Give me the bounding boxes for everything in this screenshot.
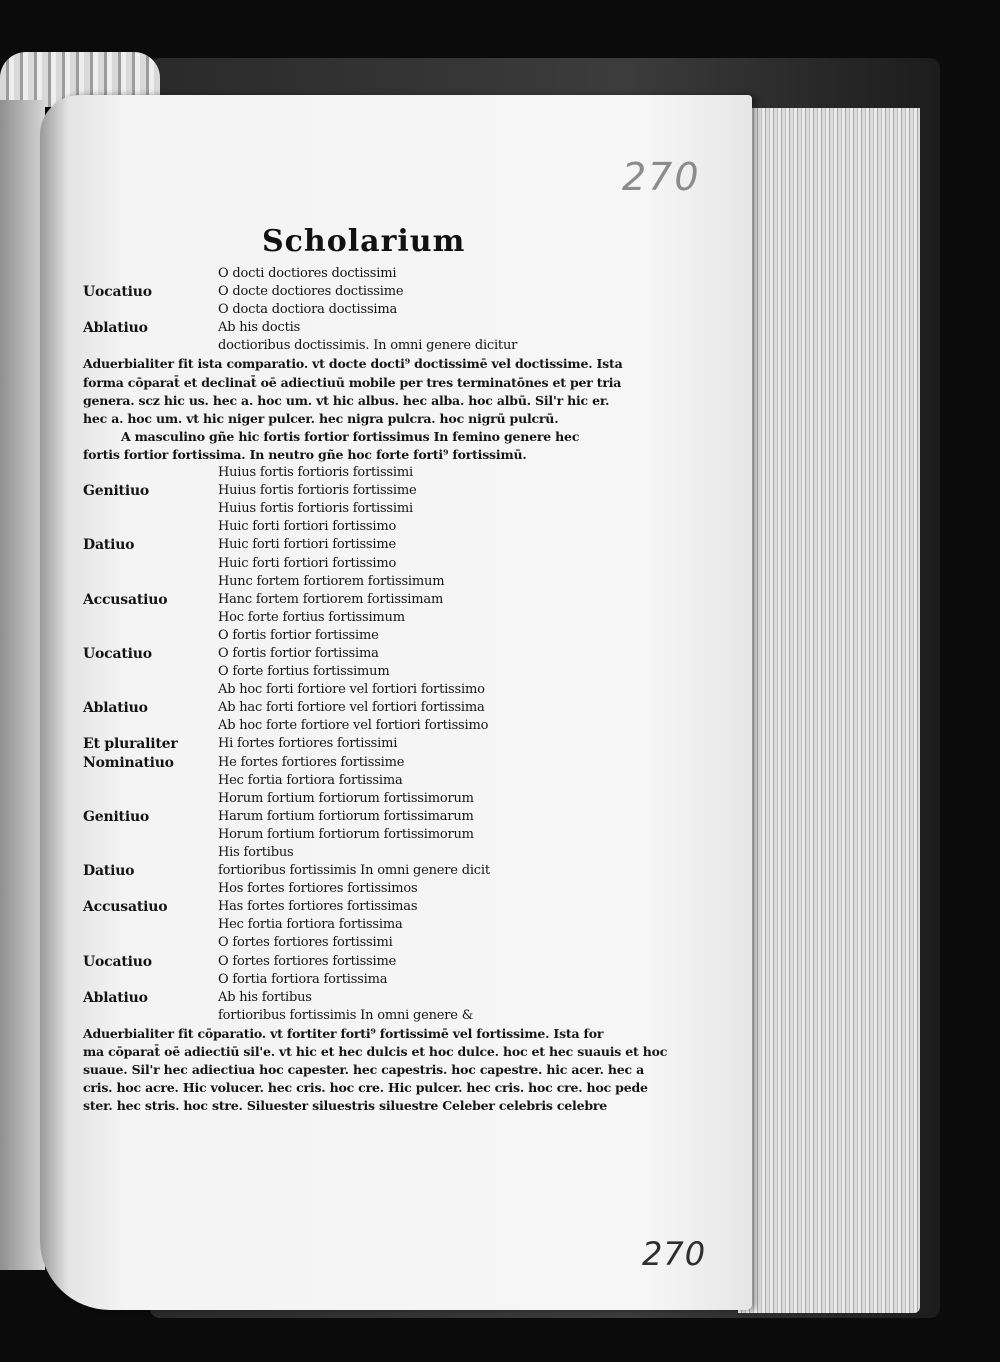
case-forms: Ab his doctis [218,320,301,336]
table-row [83,898,603,916]
case-forms: Hoc forte fortius fortissimum [218,609,405,625]
table-row [83,482,603,500]
case-forms: O fortis fortior fortissima [218,645,379,661]
case-forms: O docta doctiora doctissima [218,302,398,318]
case-forms: Hec fortia fortiora fortissima [218,772,403,788]
case-forms: O fortes fortiores fortissime [218,953,397,969]
case-forms: O fortes fortiores fortissimi [218,935,393,951]
case-label: Uocatiuo [83,953,152,970]
paragraph-fortis-intro [83,428,603,464]
case-forms: Huius fortis fortioris fortissimi [218,501,413,517]
table-row [83,953,603,971]
table-row [83,699,603,717]
case-label: Et pluraliter [83,736,178,753]
table-row [83,1007,603,1025]
case-forms: Hi fortes fortiores fortissimi [218,736,398,752]
case-forms: fortioribus fortissimis In omni genere dicit [218,863,490,879]
table-row [83,301,603,319]
declension-table-fortis [83,464,603,1025]
text-line: forma cōparat̄ et declinat̄ oē adiectiuū mobile per tres terminatōnes et per tria [83,374,622,390]
page-edges [738,108,920,1313]
table-row [83,536,603,554]
table-row [83,735,603,753]
case-forms: Hunc fortem fortiorem fortissimum [218,573,445,589]
table-row [83,681,603,699]
text-line: cris. hoc acre. Hic volucer. hec cris. hoc cre. Hic pulcer. hec cris. hoc cre. hoc pede [83,1080,648,1096]
folio-number-pencil: 270 [642,1235,707,1273]
case-label: Ablatiuo [83,320,148,337]
case-forms: His fortibus [218,845,294,860]
table-row [83,609,603,627]
paragraph-adverb-fortiter [83,1025,668,1115]
case-forms: Huius fortis fortioris fortissime [218,483,417,499]
table-row [83,573,603,591]
table-row [83,754,603,772]
table-row [83,772,603,790]
case-forms: O fortia fortiora fortissima [218,971,388,987]
text-line: hec a. hoc um. vt hic niger pulcer. hec nigra pulcra. hoc nigrū pulcrū. [83,410,559,426]
case-label: Datiuo [83,537,135,554]
table-row [83,518,603,536]
table-row [83,916,603,934]
table-row [83,844,603,862]
case-forms: Hanc fortem fortiorem fortissimam [218,591,444,607]
case-forms: Ab his fortibus [218,989,312,1005]
case-forms: Has fortes fortiores fortissimas [218,899,418,915]
case-forms: Harum fortium fortiorum fortissimarum [218,808,474,824]
case-forms: O fortis fortior fortissime [218,627,379,643]
case-label: Uocatiuo [83,284,152,301]
folio-number-ink: 270 [622,155,701,199]
text-line: Aduerbialiter fit cōparatio. vt fortiter forti⁹ fortissimē vel fortissime. Ista for [83,1025,604,1041]
case-label: Nominatiuo [83,754,174,771]
case-forms: O docte doctiores doctissime [218,284,404,300]
table-row [83,808,603,826]
case-forms: Huic forti fortiori fortissimo [218,555,397,571]
text-line: Aduerbialiter fit ista comparatio. vt docte docti⁹ doctissimē vel doctissime. Ista [83,356,623,372]
running-head: Scholarium [262,224,466,259]
case-label: Genitiuo [83,808,150,825]
table-row [83,934,603,952]
table-row [83,555,603,573]
case-forms: Ab hac forti fortiore vel fortiori fortissima [218,700,485,716]
case-label: Uocatiuo [83,645,152,662]
table-row [83,989,603,1007]
case-forms: He fortes fortiores fortissime [218,754,405,770]
text-line: A masculino gñe hic fortis fortior fortissimus In femino genere hec [121,428,580,444]
case-forms: O docti doctiores doctissimi [218,266,397,281]
text-block [83,265,668,1115]
table-row [83,337,603,355]
case-label: Accusatiuo [83,899,168,916]
case-label: Datiuo [83,863,135,880]
text-line: suaue. Sil'r hec adiectiua hoc capester. hec capestris. hoc capestre. hic acer. hec a [83,1062,645,1078]
case-label: Accusatiuo [83,591,168,608]
text-line: ster. hec stris. hoc stre. Siluester siluestris siluestre Celeber celebris celebre [83,1098,607,1114]
case-forms: Ab hoc forte fortiore vel fortiori fortissimo [218,718,489,734]
case-forms: Huius fortis fortioris fortissimi [218,465,413,481]
text-line: fortis fortior fortissima. In neutro gñe hoc forte forti⁹ fortissimū. [83,446,527,462]
table-row [83,500,603,518]
case-label: Ablatiuo [83,989,148,1006]
case-forms: O forte fortius fortissimum [218,664,390,680]
left-page-edge [0,100,45,1270]
text-line: genera. scz hic us. hec a. hoc um. vt hic albus. hec alba. hoc albū. Sil'r hic er. [83,392,610,408]
table-row [83,880,603,898]
table-row [83,790,603,808]
table-row [83,645,603,663]
case-label: Genitiuo [83,483,150,500]
case-forms: Huic forti fortiori fortissimo [218,519,397,535]
table-row [83,319,603,337]
table-row [83,826,603,844]
text-line: ma cōparat̄ oē adiectiū sil'e. vt hic et hec dulcis et hoc dulce. hoc et hec suauis et hoc [83,1044,668,1060]
table-row [83,591,603,609]
table-row [83,717,603,735]
case-forms: Horum fortium fortiorum fortissimorum [218,790,474,806]
case-forms: Horum fortium fortiorum fortissimorum [218,826,474,842]
case-forms: doctioribus doctissimis. In omni genere dicitur [218,338,518,354]
table-row [83,283,603,301]
table-row [83,464,603,482]
table-row [83,862,603,880]
case-forms: Hos fortes fortiores fortissimos [218,881,418,897]
case-forms: Ab hoc forti fortiore vel fortiori fortissimo [218,682,485,698]
case-label: Ablatiuo [83,700,148,717]
table-row [83,627,603,645]
case-forms: Hec fortia fortiora fortissima [218,917,403,933]
declension-table-docti [83,265,603,355]
case-forms: Huic forti fortiori fortissime [218,537,396,553]
table-row [83,971,603,989]
table-row [83,265,603,283]
table-row [83,663,603,681]
paragraph-adverb-docte [83,355,623,427]
case-forms: fortioribus fortissimis In omni genere & [218,1007,474,1023]
